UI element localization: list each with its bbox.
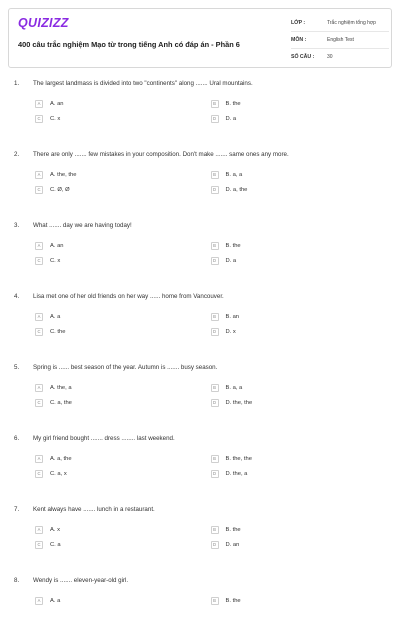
option-checkbox[interactable]: C [35,115,43,123]
answer-option[interactable] [211,470,387,478]
option-row [35,383,386,393]
answer-option[interactable] [211,526,387,534]
worksheet-meta [291,15,389,65]
answer-option[interactable] [211,115,387,123]
option-text: A. x [50,527,60,533]
option-checkbox[interactable]: A [35,455,43,463]
option-text: D. a, the [225,187,248,193]
worksheet-header [8,8,392,68]
worksheet-title: 400 câu trắc nghiệm Mạo từ trong tiếng Anh có đáp án - Phần 6 [18,40,240,49]
option-checkbox[interactable]: A [35,526,43,534]
answer-option[interactable] [35,541,211,549]
option-checkbox[interactable]: C [35,541,43,549]
option-checkbox[interactable]: B [211,100,219,108]
option-row [35,241,386,251]
answer-option[interactable] [211,597,387,605]
option-row [35,170,386,180]
option-text: A. an [50,101,64,107]
question-item [14,218,386,289]
answer-option[interactable] [35,257,211,265]
answer-option[interactable] [211,257,387,265]
option-checkbox[interactable]: D [211,399,219,407]
answer-option[interactable] [35,526,211,534]
meta-label: LỚP : [291,20,306,26]
option-checkbox[interactable]: A [35,100,43,108]
question-number: 3. [14,221,20,229]
answer-option[interactable] [35,399,211,407]
option-checkbox[interactable]: D [211,541,219,549]
option-checkbox[interactable]: C [35,257,43,265]
option-checkbox[interactable]: A [35,242,43,250]
option-row [35,327,386,337]
question-text: The largest landmass is divided into two "continents" along ....... Ural mountains. [33,79,253,87]
option-text: C. a, the [50,400,72,406]
option-checkbox[interactable]: D [211,115,219,123]
question-text: Lisa met one of her old friends on her way ...... home from Vancouver. [33,292,224,300]
option-checkbox[interactable]: C [35,470,43,478]
question-number: 2. [14,150,20,158]
option-text: C. the [50,329,66,335]
question-number: 5. [14,363,20,371]
option-checkbox[interactable]: C [35,186,43,194]
question-text: There are only ....... few mistakes in your composition. Don't make ....... same ones any more. [33,150,289,158]
option-text: B. the, the [225,456,252,462]
option-checkbox[interactable]: A [35,384,43,392]
option-text: D. a [225,116,237,122]
option-text: A. a, the [50,456,72,462]
meta-row-subject [291,32,389,49]
answer-option[interactable] [211,328,387,336]
answer-option[interactable] [35,171,211,179]
option-text: A. a [50,314,61,320]
option-row [35,256,386,266]
option-text: B. a, a [225,172,243,178]
option-row [35,540,386,550]
option-row [35,185,386,195]
option-checkbox[interactable]: B [211,384,219,392]
meta-value: 30 [327,54,333,60]
answer-option[interactable] [35,100,211,108]
question-item [14,289,386,360]
meta-label: MÔN : [291,37,307,43]
option-checkbox[interactable]: A [35,313,43,321]
question-number: 8. [14,576,20,584]
answer-option[interactable] [211,455,387,463]
answer-option[interactable] [35,115,211,123]
question-stem [14,289,386,303]
answer-option[interactable] [35,384,211,392]
option-checkbox[interactable]: C [35,328,43,336]
question-stem [14,360,386,374]
question-stem [14,573,386,587]
meta-label: SỐ CÂU : [291,54,315,60]
answer-option[interactable] [35,328,211,336]
question-item [14,360,386,431]
option-checkbox[interactable]: B [211,455,219,463]
option-text: D. a [225,258,237,264]
option-row [35,596,386,606]
answer-option[interactable] [35,186,211,194]
question-stem [14,218,386,232]
option-row [35,114,386,124]
option-checkbox[interactable]: D [211,186,219,194]
answer-option[interactable] [35,470,211,478]
option-text: D. an [225,542,240,548]
question-item [14,147,386,218]
question-number: 6. [14,434,20,442]
option-checkbox[interactable]: B [211,313,219,321]
question-text: Kent always have ....... lunch in a restaurant. [33,505,155,513]
answer-option[interactable] [211,171,387,179]
answer-option[interactable] [211,242,387,250]
meta-row-class [291,15,389,32]
question-number: 1. [14,79,20,87]
question-stem [14,502,386,516]
meta-row-question-count [291,49,389,65]
answer-option[interactable] [35,455,211,463]
answer-option[interactable] [211,541,387,549]
question-text: My girl friend bought ....... dress ........ last weekend. [33,434,175,442]
question-text: Wendy is ....... eleven-year-old girl. [33,576,129,584]
option-checkbox[interactable]: B [211,526,219,534]
option-row [35,469,386,479]
option-text: D. the, a [225,471,248,477]
option-text: D. the, the [225,400,253,406]
option-text: B. the [225,101,241,107]
answer-option[interactable] [211,384,387,392]
meta-value: English Test [327,37,354,43]
option-checkbox[interactable]: D [211,470,219,478]
option-text: A. an [50,243,64,249]
answer-option[interactable] [35,313,211,321]
option-checkbox[interactable]: B [211,242,219,250]
option-text: B. an [225,314,240,320]
option-text: C. x [50,258,61,264]
option-text: B. the [225,598,241,604]
option-checkbox[interactable]: C [35,399,43,407]
question-item [14,573,386,644]
answer-option[interactable] [35,242,211,250]
option-text: C. a [50,542,61,548]
option-checkbox[interactable]: A [35,171,43,179]
question-number: 4. [14,292,20,300]
option-checkbox[interactable]: D [211,257,219,265]
question-list [14,76,386,644]
option-checkbox[interactable]: B [211,597,219,605]
option-row [35,454,386,464]
option-row [35,312,386,322]
question-stem [14,147,386,161]
option-text: A. the, a [50,385,72,391]
option-row [35,525,386,535]
option-checkbox[interactable]: A [35,597,43,605]
option-row [35,398,386,408]
option-text: A. a [50,598,61,604]
meta-value: Trắc nghiệm tổng hợp [327,20,376,26]
option-text: C. a, x [50,471,67,477]
option-checkbox[interactable]: B [211,171,219,179]
option-text: B. the [225,527,241,533]
question-text: What ....... day we are having today! [33,221,132,229]
question-text: Spring is ...... best season of the year. Autumn is ....... busy season. [33,363,218,371]
question-item [14,502,386,573]
answer-option[interactable] [35,597,211,605]
option-text: C. x [50,116,61,122]
option-row [35,99,386,109]
quizizz-logo: QUIZIZZ [18,16,69,30]
question-stem [14,431,386,445]
answer-option[interactable] [211,100,387,108]
question-item [14,76,386,147]
option-text: B. a, a [225,385,243,391]
option-text: A. the, the [50,172,77,178]
option-checkbox[interactable]: D [211,328,219,336]
question-item [14,431,386,502]
question-stem [14,76,386,90]
question-number: 7. [14,505,20,513]
option-text: B. the [225,243,241,249]
option-text: C. Ø, Ø [50,187,70,193]
option-text: D. x [225,329,236,335]
answer-option[interactable] [211,186,387,194]
answer-option[interactable] [211,313,387,321]
answer-option[interactable] [211,399,387,407]
